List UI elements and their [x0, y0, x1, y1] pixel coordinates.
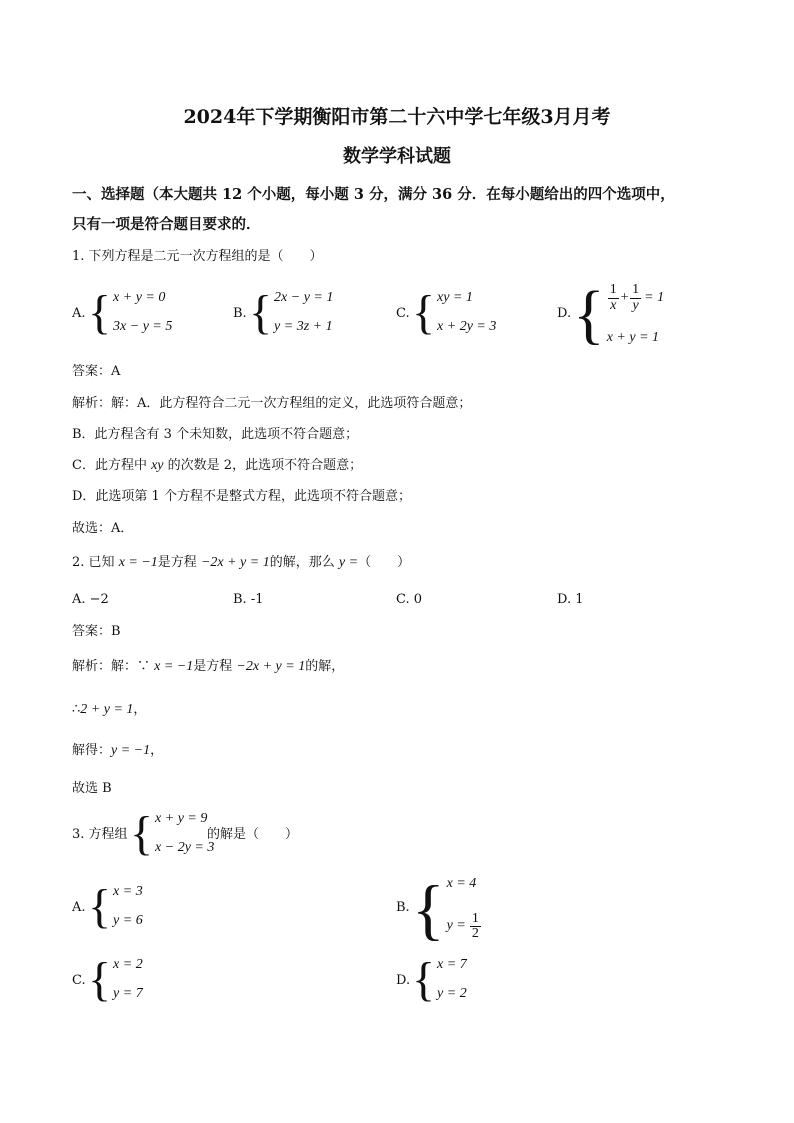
q1-answer: 答案：A [72, 364, 121, 379]
page-subtitle: 数学学科试题 [343, 146, 451, 167]
q1-option-c-label: C. [396, 306, 410, 321]
equation: y = 2 [437, 986, 467, 1002]
equation: 2x − y = 1 [274, 290, 334, 305]
q1-option-b-system [249, 286, 334, 339]
brace-icon: { [573, 278, 605, 351]
q1-explanation-line1: 解析：解：A．此方程符合二元一次方程组的定义，此选项符合题意； [72, 396, 472, 411]
brace-icon: { [412, 286, 436, 339]
equation: x = 4 [446, 876, 477, 891]
equation: x + y = 9 [155, 811, 208, 826]
q2-stem: 2. 已知 x = −1是方程 −2x + y = 1的解，那么 y =（ ） [72, 555, 411, 570]
equation: x + y = 1 [606, 330, 660, 346]
section-heading-line1: 一、选择题（本大题共 12 个小题，每小题 3 分，满分 36 分．在每小题给出的四个选项中， [72, 186, 675, 203]
equation: x + y = 0 [113, 290, 166, 305]
brace-icon: { [88, 286, 112, 339]
brace-icon: { [249, 286, 273, 339]
brace-icon: { [88, 953, 112, 1006]
q2-option-b: B. -1 [233, 592, 264, 607]
brace-icon: { [412, 953, 436, 1006]
q1-explanation-line5: 故选：A． [72, 521, 134, 536]
q3-option-a-system [88, 880, 143, 933]
equation: xy = 1 [437, 290, 473, 305]
section-heading-line2: 只有一项是符合题目要求的． [72, 216, 261, 233]
equation: x = 7 [437, 957, 467, 972]
q1-option-c-system [412, 286, 497, 339]
q2-option-c: C. 0 [396, 592, 423, 607]
q1-option-b-label: B. [233, 306, 247, 321]
equation: x = 3 [113, 884, 143, 899]
q3-option-b-label: B. [396, 900, 410, 915]
q3-stem-suffix: 的解是（ ） [207, 827, 299, 842]
q1-stem: 1. 下列方程是二元一次方程组的是（ ） [72, 249, 323, 264]
page-title: 2024年下学期衡阳市第二十六中学七年级3月月考 [183, 106, 611, 128]
q2-explanation-line4: 故选 B [72, 781, 112, 796]
q1-option-d-label: D. [557, 306, 572, 321]
q2-option-d: D. 1 [557, 592, 584, 607]
q1-explanation-line3: C．此方程中 xy 的次数是 2，此选项不符合题意； [72, 458, 363, 473]
brace-icon: { [88, 880, 112, 933]
q3-stem-prefix: 3. 方程组 [72, 827, 128, 842]
q3-option-c-system [88, 953, 143, 1006]
q1-option-a-system [88, 286, 173, 339]
q1-explanation-line4: D．此选项第 1 个方程不是整式方程，此选项不符合题意； [72, 489, 411, 504]
equation: y = 6 [113, 913, 143, 929]
q2-explanation-line3: 解得：y = −1， [72, 743, 164, 758]
q1-explanation-line2: B．此方程含有 3 个未知数，此选项不符合题意； [72, 427, 359, 442]
equation: y = 3z + 1 [274, 319, 333, 335]
brace-icon: { [130, 807, 154, 860]
q3-option-d-system [412, 953, 467, 1006]
q3-option-c-label: C. [72, 973, 86, 988]
brace-icon: { [412, 871, 445, 947]
q1-option-d-system [573, 278, 665, 351]
q2-answer: 答案：B [72, 624, 121, 639]
q1-option-a-label: A. [72, 306, 86, 321]
equation: x = 2 [113, 957, 143, 972]
equation: y = $\frac{1}{2}$ [446, 910, 479, 942]
q2-option-a: A. −2 [72, 592, 109, 607]
equation: 3x − y = 5 [113, 319, 173, 335]
equation: x + 2y = 3 [437, 319, 497, 335]
q3-option-b-system [412, 871, 482, 947]
q2-explanation-line2: ∴2 + y = 1， [72, 702, 147, 717]
q3-option-d-label: D. [396, 973, 411, 988]
q2-explanation-line1: 解析：解：∵ x = −1是方程 −2x + y = 1的解， [72, 659, 345, 674]
equation: $\frac{1}{x}$ + $\frac{1}{y}$ = 1 [609, 282, 665, 313]
equation: y = 7 [113, 986, 143, 1002]
q3-system [130, 807, 215, 860]
q3-option-a-label: A. [72, 900, 86, 915]
equation: x − 2y = 3 [155, 840, 215, 856]
